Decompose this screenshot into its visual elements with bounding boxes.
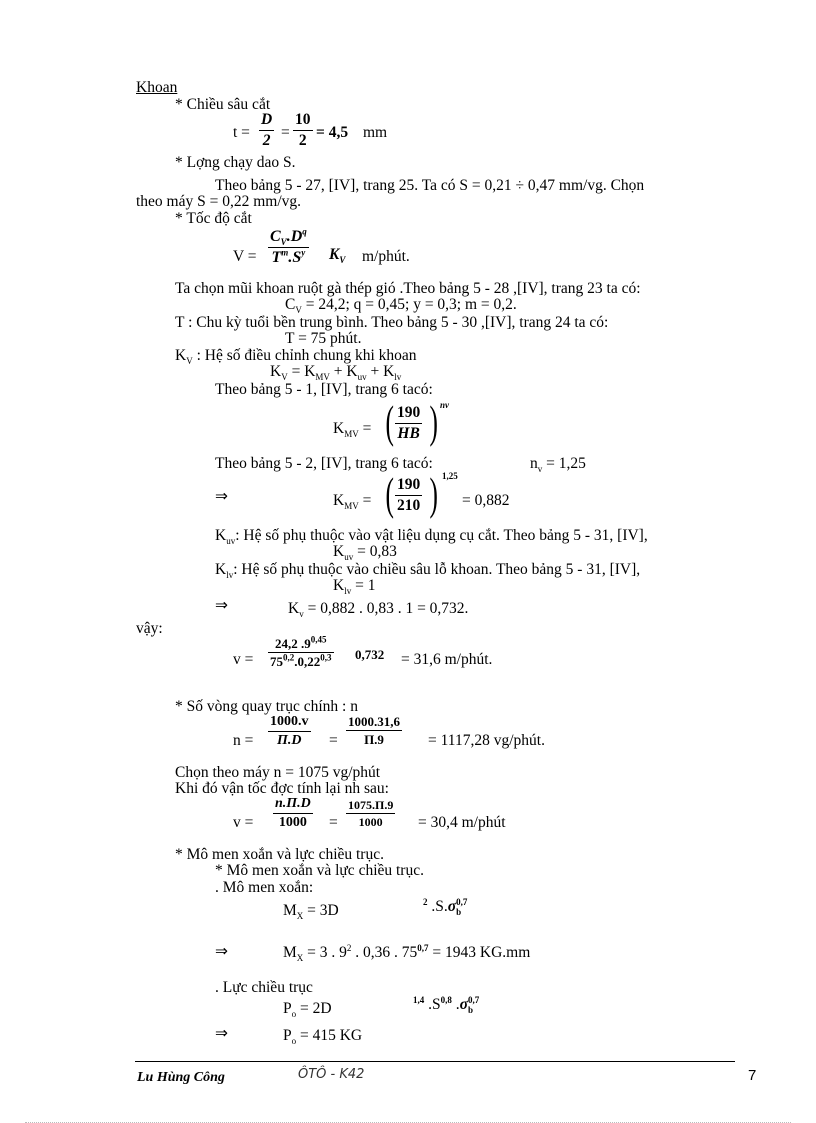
depth-title: * Chiều sâu cắt bbox=[175, 96, 271, 113]
rpm-result: = 1117,28 vg/phút. bbox=[428, 732, 545, 749]
torque-title-2: * Mô men xoắn và lực chiều trục. bbox=[215, 862, 424, 879]
speed-unit: m/phút. bbox=[362, 248, 410, 265]
implies-arrow-1: ⇒ bbox=[215, 487, 228, 505]
tool-life-line: T : Chu kỳ tuổi bền trung bình. Theo bảng 5 - 30 ,[IV], trang 24 ta có: bbox=[175, 314, 609, 331]
table-5-1-line: Theo bảng 5 - 1, [IV], trang 6 tacó: bbox=[215, 381, 433, 398]
depth-result: = 4,5 bbox=[316, 124, 349, 141]
depth-t-label: t = bbox=[233, 124, 250, 141]
kv-definition: $K_V$ : Hệ số điều chỉnh chung khi khoan bbox=[175, 347, 417, 367]
footer-rule bbox=[135, 1061, 735, 1062]
kmv-label: $K_{MV}$ = bbox=[333, 420, 372, 440]
implies-arrow-3: ⇒ bbox=[215, 942, 228, 960]
drill-choice-line: Ta chọn mũi khoan ruột gà thép gió .Theo bảng 5 - 28 ,[IV], trang 23 ta có: bbox=[175, 280, 641, 297]
v-label: v = bbox=[233, 651, 254, 668]
torque-formula-tail: $^2$ $.S.\sigma_b^{0,7}$ bbox=[423, 896, 468, 918]
rpm-title: * Số vòng quay trục chính : n bbox=[175, 698, 358, 715]
speed-title: * Tốc độ cắt bbox=[175, 210, 252, 227]
tool-life-value: T = 75 phút. bbox=[285, 330, 362, 347]
feed-title: * Lợng chạy dao S. bbox=[175, 154, 296, 171]
kmv-calc-label: $K_{MV}$ = bbox=[333, 492, 372, 512]
kuv-value: $K_{uv} = 0,83$ bbox=[333, 543, 397, 563]
kuv-definition: $K_{uv}$: Hệ số phụ thuộc vào vật liệu dụng cụ cắt. Theo bảng 5 - 31, [IV], bbox=[215, 527, 648, 547]
depth-fraction-1: $\frac{D}{2}$ bbox=[261, 111, 273, 149]
rpm-n-label: n = bbox=[233, 732, 254, 749]
torque-title: * Mô men xoắn và lực chiều trục. bbox=[175, 846, 384, 863]
kmv-calc-result: = 0,882 bbox=[462, 492, 510, 509]
recalc-fraction-2: $\frac{1075.\Pi.9}{1000}$ bbox=[348, 798, 394, 829]
rpm-choose-line: Chọn theo máy n = 1075 vg/phút bbox=[175, 764, 381, 781]
page-number: 7 bbox=[748, 1067, 757, 1084]
kmv-exponent: nv bbox=[440, 400, 449, 410]
kmv-right-paren: ) bbox=[429, 396, 438, 447]
kmv-left-paren: ( bbox=[385, 396, 394, 447]
torque-calc: $M_X = 3$ . $9^2$ . 0,36 . $75^{0,7} = 1943$ KG.mm bbox=[283, 942, 531, 964]
rpm-fraction-2: $\frac{1000.31,6}{\Pi.9}$ bbox=[348, 714, 400, 747]
rpm-eq: = bbox=[329, 732, 338, 749]
speed-V-label: V = bbox=[233, 248, 257, 265]
recalc-result: = 30,4 m/phút bbox=[418, 814, 506, 831]
speed-K-factor: $K_V$ bbox=[329, 246, 346, 266]
section-heading: Khoan bbox=[136, 79, 178, 96]
kv-formula: $K_V = K_{MV} + K_{uv} + K_{lv}$ bbox=[270, 363, 402, 383]
torque-subtitle: . Mô men xoắn: bbox=[215, 879, 314, 896]
depth-unit: mm bbox=[363, 124, 388, 141]
vay-label: vậy: bbox=[136, 620, 163, 637]
klv-definition: $K_{lv}$: Hệ số phụ thuộc vào chiều sâu lỗ khoan. Theo bảng 5 - 31, [IV], bbox=[215, 561, 641, 581]
rpm-recalc-line: Khi đó vận tốc đợc tính lại nh sau: bbox=[175, 780, 389, 797]
axial-force-result: $P_o = 415$ KG bbox=[283, 1027, 363, 1047]
footer-class: ÔTÔ - K42 bbox=[298, 1067, 365, 1082]
recalc-v-label: v = bbox=[233, 814, 254, 831]
depth-fraction-2: $\frac{10}{2}$ bbox=[295, 111, 311, 149]
speed-main-fraction: $\frac{C_V.D^q}{T^m.S^y}$ bbox=[270, 226, 307, 266]
kmv-calc-left-paren: ( bbox=[385, 468, 394, 519]
kmv-calc-right-paren: ) bbox=[429, 468, 438, 519]
axial-force-formula-tail: $^{1,4}$ $.S^{0,8}$ $.\sigma_b^{0,7}$ bbox=[413, 994, 480, 1016]
coefficients-line: $C_V = 24,2$; q = 0,45; y = 0,3; m = 0,2. bbox=[285, 296, 517, 316]
feed-line-2: theo máy S = 0,22 mm/vg. bbox=[136, 193, 302, 210]
table-5-2-line: Theo bảng 5 - 2, [IV], trang 6 tacó: bbox=[215, 455, 433, 472]
axial-force-subtitle: . Lực chiều trục bbox=[215, 979, 313, 996]
kmv-calc-exponent: 1,25 bbox=[442, 471, 458, 481]
footer-author: Lu Hùng Công bbox=[137, 1070, 225, 1085]
v-factor: 0,732 bbox=[355, 647, 385, 662]
implies-arrow-4: ⇒ bbox=[215, 1024, 228, 1042]
feed-line-1: Theo bảng 5 - 27, [IV], trang 25. Ta có S = 0,21 ÷ 0,47 mm/vg. Chọn bbox=[215, 177, 645, 194]
depth-eq-1: = bbox=[281, 124, 290, 141]
axial-force-formula: $P_o = 2D$ bbox=[283, 1000, 332, 1020]
torque-formula: $M_X = 3D$ bbox=[283, 902, 339, 922]
kmv-calc-fraction: $\frac{190}{210}$ bbox=[397, 476, 421, 514]
nv-value: $n_v = 1,25$ bbox=[530, 455, 586, 475]
recalc-fraction-1: $\frac{n.\Pi.D}{1000}$ bbox=[275, 796, 311, 830]
rpm-fraction-1: $\frac{1000.v}{\Pi.D}$ bbox=[270, 714, 309, 748]
implies-arrow-2: ⇒ bbox=[215, 596, 228, 614]
recalc-eq: = bbox=[329, 814, 338, 831]
v-fraction: $\frac{24,2 .9^{0,45}}{75^{0,2}.0,22^{0,3}}$ bbox=[270, 634, 332, 669]
kv-result: $K_v = 0,882$ . 0,83 . 1 = 0,732. bbox=[288, 600, 469, 620]
v-result: = 31,6 m/phút. bbox=[401, 651, 493, 668]
klv-value: $K_{lv} = 1$ bbox=[333, 577, 376, 597]
kmv-fraction: $\frac{190}{HB}$ bbox=[397, 404, 421, 442]
